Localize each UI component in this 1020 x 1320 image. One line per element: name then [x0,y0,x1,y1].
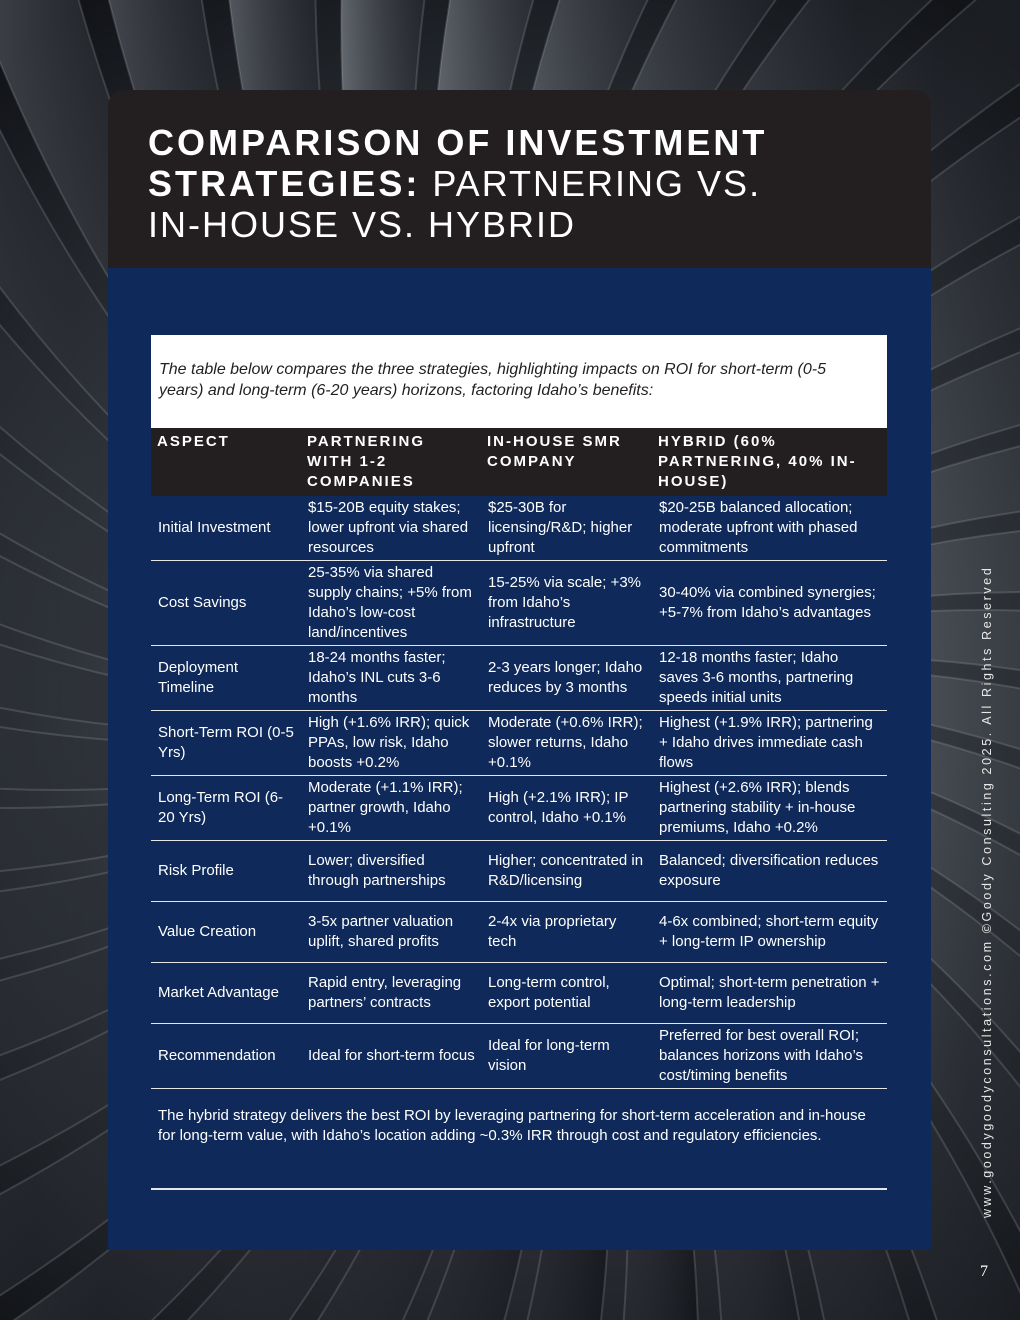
table-row [151,1024,887,1089]
table-row [151,561,887,646]
title-line-1: COMPARISON OF INVESTMENT [148,122,768,163]
header-aspect: ASPECT [151,428,301,496]
cell-aspect: Initial Investment [151,496,301,561]
cell-aspect: Value Creation [151,902,301,963]
cell-aspect: Recommendation [151,1024,301,1089]
copyright-side-text: www.goodygoodyconsultations.com ©Goody Consulting 2025. All Rights Reserved [980,565,994,1218]
cell-hybrid: Preferred for best overall ROI; balances horizons with Idaho’s cost/timing benefits [652,1024,887,1089]
comparison-table [151,428,887,1089]
cell-in-house: 2-3 years longer; Idaho reduces by 3 months [481,646,652,711]
page-number: 7 [980,1263,988,1280]
cell-aspect: Market Advantage [151,963,301,1024]
cell-partnering: Lower; diversified through partnerships [301,841,481,902]
cell-partnering: $15-20B equity stakes; lower upfront via shared resources [301,496,481,561]
cell-partnering: High (+1.6% IRR); quick PPAs, low risk, Idaho boosts +0.2% [301,711,481,776]
cell-in-house: Ideal for long-term vision [481,1024,652,1089]
table-row [151,963,887,1024]
title-line-2-light: PARTNERING VS. [420,163,762,204]
intro-box [151,335,887,429]
cell-hybrid: Highest (+1.9% IRR); partnering + Idaho drives immediate cash flows [652,711,887,776]
table-row [151,711,887,776]
table-row [151,646,887,711]
cell-partnering: Ideal for short-term focus [301,1024,481,1089]
header-hybrid: HYBRID (60% PARTNERING, 40% IN-HOUSE) [652,428,887,496]
cell-in-house: Higher; concentrated in R&D/licensing [481,841,652,902]
table-row [151,841,887,902]
cell-hybrid: 12-18 months faster; Idaho saves 3-6 months, partnering speeds initial units [652,646,887,711]
cell-partnering: Moderate (+1.1% IRR); partner growth, Idaho +0.1% [301,776,481,841]
cell-hybrid: 4-6x combined; short-term equity + long-term IP ownership [652,902,887,963]
intro-text: The table below compares the three strategies, highlighting impacts on ROI for short-term (0-5 years) and long-term (6-20 years) horizons, factoring Idaho’s benefits: [159,361,826,399]
table-row [151,776,887,841]
header-partnering: PARTNERING WITH 1-2 COMPANIES [301,428,481,496]
header-in-house: IN-HOUSE SMR COMPANY [481,428,652,496]
cell-hybrid: $20-25B balanced allocation; moderate upfront with phased commitments [652,496,887,561]
title-line-2-bold: STRATEGIES: [148,163,421,204]
cell-partnering: 3-5x partner valuation uplift, shared profits [301,902,481,963]
conclusion-text: The hybrid strategy delivers the best ROI by leveraging partnering for short-term acceleration and in-house for long-term value, with Idaho’s location adding ~0.3% IRR through cost and regulatory efficiencies. [158,1107,866,1144]
bottom-divider [151,1188,887,1190]
cell-in-house: Long-term control, export potential [481,963,652,1024]
cell-aspect: Short-Term ROI (0-5 Yrs) [151,711,301,776]
cell-partnering: 18-24 months faster; Idaho’s INL cuts 3-6 months [301,646,481,711]
cell-hybrid: Balanced; diversification reduces exposure [652,841,887,902]
cell-in-house: High (+2.1% IRR); IP control, Idaho +0.1% [481,776,652,841]
title-line-3: IN-HOUSE VS. HYBRID [148,204,577,245]
cell-aspect: Deployment Timeline [151,646,301,711]
cell-partnering: 25-35% via shared supply chains; +5% from Idaho’s low-cost land/incentives [301,561,481,646]
cell-hybrid: Highest (+2.6% IRR); blends partnering stability + in-house premiums, Idaho +0.2% [652,776,887,841]
table-body [151,496,887,1089]
cell-in-house: 2-4x via proprietary tech [481,902,652,963]
table-row [151,902,887,963]
cell-in-house: Moderate (+0.6% IRR); slower returns, Idaho +0.1% [481,711,652,776]
page-title [148,122,908,245]
cell-partnering: Rapid entry, leveraging partners’ contracts [301,963,481,1024]
cell-in-house: $25-30B for licensing/R&D; higher upfront [481,496,652,561]
cell-aspect: Long-Term ROI (6-20 Yrs) [151,776,301,841]
cell-aspect: Risk Profile [151,841,301,902]
table-header-row [151,428,887,496]
title-banner [108,90,931,268]
cell-hybrid: 30-40% via combined synergies; +5-7% from Idaho’s advantages [652,561,887,646]
content-panel [108,268,931,1250]
cell-hybrid: Optimal; short-term penetration + long-term leadership [652,963,887,1024]
cell-in-house: 15-25% via scale; +3% from Idaho’s infrastructure [481,561,652,646]
table-row [151,496,887,561]
cell-aspect: Cost Savings [151,561,301,646]
